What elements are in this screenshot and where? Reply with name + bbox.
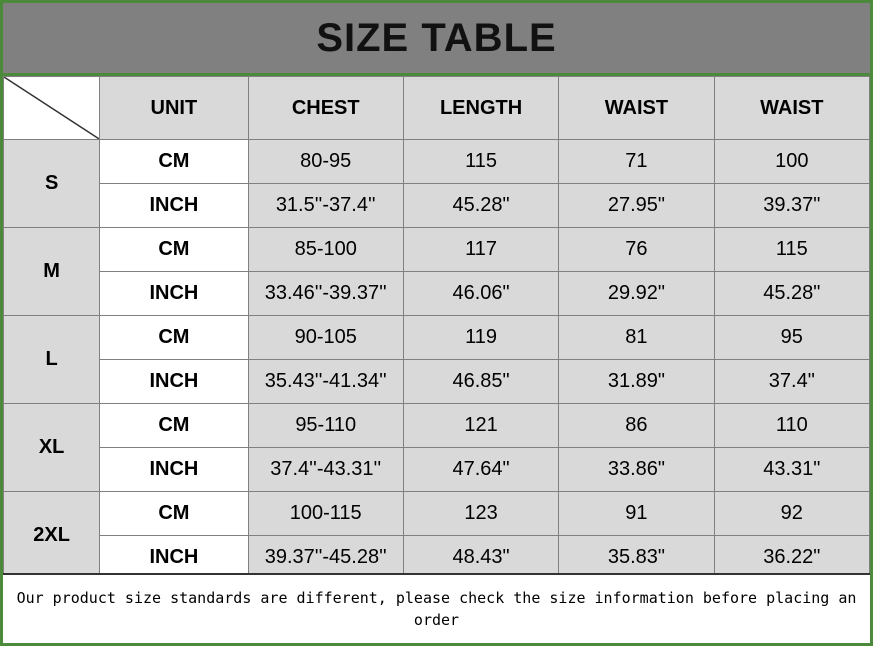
table-row (4, 184, 870, 228)
waist1-value: 91 (559, 492, 714, 536)
column-header-length: LENGTH (403, 77, 558, 140)
unit-label: CM (100, 316, 248, 360)
waist2-value: 45.28" (714, 272, 869, 316)
chest-value: 95-110 (248, 404, 403, 448)
size-note: Our product size standards are different, please check the size information before placing an order (16, 588, 857, 629)
column-header-waist-2: WAIST (714, 77, 869, 140)
size-table (3, 76, 870, 580)
waist1-value: 76 (559, 228, 714, 272)
chest-value: 37.4''-43.31'' (248, 448, 403, 492)
size-label-l: L (4, 316, 100, 404)
waist1-value: 71 (559, 140, 714, 184)
size-label-s: S (4, 140, 100, 228)
waist1-value: 29.92" (559, 272, 714, 316)
unit-label: CM (100, 228, 248, 272)
waist2-value: 95 (714, 316, 869, 360)
length-value: 119 (403, 316, 558, 360)
size-label-2xl: 2XL (4, 492, 100, 580)
column-header-waist-1: WAIST (559, 77, 714, 140)
waist1-value: 27.95" (559, 184, 714, 228)
unit-label: CM (100, 140, 248, 184)
chest-value: 80-95 (248, 140, 403, 184)
chest-value: 35.43''-41.34'' (248, 360, 403, 404)
unit-label: CM (100, 492, 248, 536)
note-bar (3, 573, 870, 643)
length-value: 117 (403, 228, 558, 272)
waist1-value: 31.89" (559, 360, 714, 404)
waist2-value: 92 (714, 492, 869, 536)
waist2-value: 110 (714, 404, 869, 448)
waist1-value: 35.83" (559, 536, 714, 580)
waist2-value: 37.4" (714, 360, 869, 404)
chest-value: 100-115 (248, 492, 403, 536)
waist1-value: 86 (559, 404, 714, 448)
chest-value: 33.46''-39.37'' (248, 272, 403, 316)
waist2-value: 39.37" (714, 184, 869, 228)
length-value: 46.06" (403, 272, 558, 316)
table-header-row (4, 77, 870, 140)
table-row (4, 360, 870, 404)
table-row (4, 140, 870, 184)
unit-label: CM (100, 404, 248, 448)
unit-label: INCH (100, 448, 248, 492)
page-title: SIZE TABLE (316, 15, 557, 60)
size-label-m: M (4, 228, 100, 316)
table-row (4, 448, 870, 492)
length-value: 115 (403, 140, 558, 184)
unit-label: INCH (100, 184, 248, 228)
table-header (4, 77, 870, 140)
length-value: 47.64" (403, 448, 558, 492)
length-value: 48.43" (403, 536, 558, 580)
table-row (4, 228, 870, 272)
waist1-value: 33.86" (559, 448, 714, 492)
length-value: 46.85" (403, 360, 558, 404)
waist2-value: 43.31" (714, 448, 869, 492)
length-value: 45.28" (403, 184, 558, 228)
table-body (4, 140, 870, 580)
table-row (4, 404, 870, 448)
table-row (4, 272, 870, 316)
table-row (4, 316, 870, 360)
waist2-value: 100 (714, 140, 869, 184)
length-value: 121 (403, 404, 558, 448)
unit-label: INCH (100, 360, 248, 404)
chest-value: 39.37''-45.28'' (248, 536, 403, 580)
length-value: 123 (403, 492, 558, 536)
unit-label: INCH (100, 536, 248, 580)
waist1-value: 81 (559, 316, 714, 360)
table-row (4, 492, 870, 536)
title-bar (3, 3, 870, 76)
chest-value: 31.5''-37.4'' (248, 184, 403, 228)
column-header-chest: CHEST (248, 77, 403, 140)
waist2-value: 36.22" (714, 536, 869, 580)
waist2-value: 115 (714, 228, 869, 272)
column-header-unit: UNIT (100, 77, 248, 140)
corner-diagonal-cell (4, 77, 100, 140)
size-label-xl: XL (4, 404, 100, 492)
chest-value: 90-105 (248, 316, 403, 360)
chest-value: 85-100 (248, 228, 403, 272)
unit-label: INCH (100, 272, 248, 316)
diagonal-line-icon (4, 77, 99, 139)
